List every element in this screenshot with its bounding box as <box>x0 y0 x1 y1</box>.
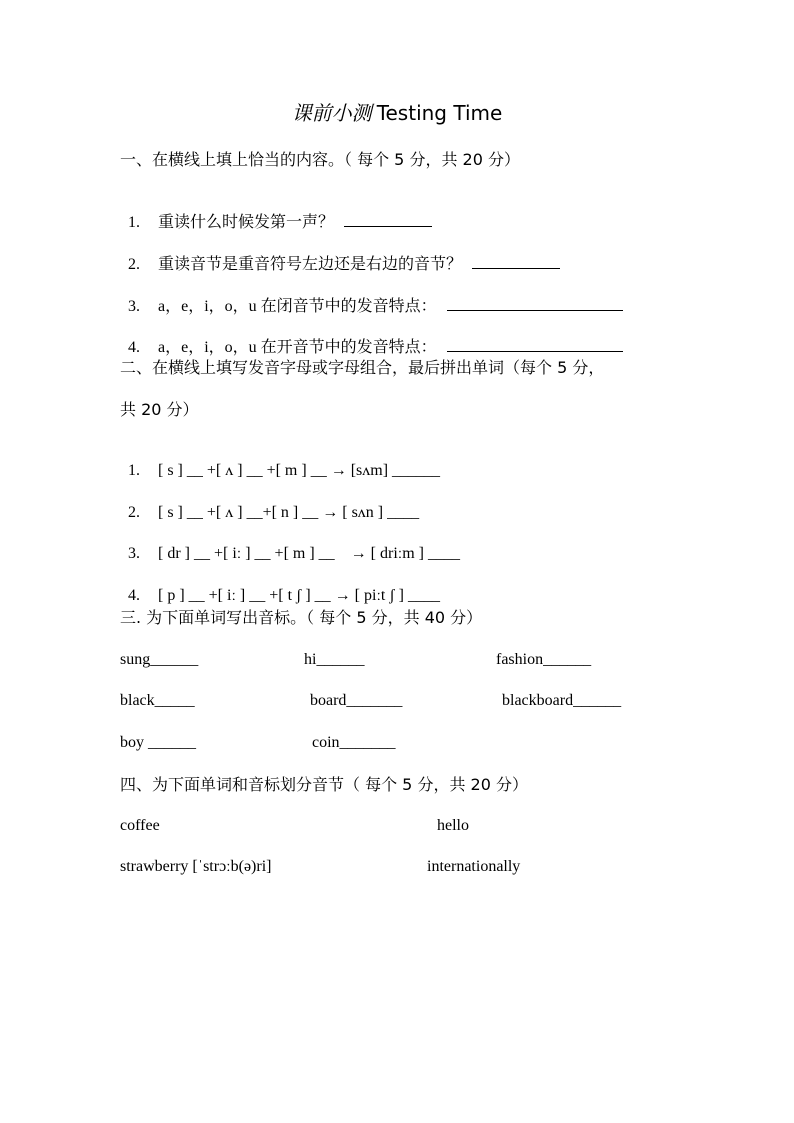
section4-heading: 四、为下面单词和音标划分音节（ 每个 5 分，共 20 分） <box>120 775 528 794</box>
word-item: boy ______ <box>120 734 196 751</box>
item-number: 2. <box>128 504 140 521</box>
word-item: coffee <box>120 817 160 834</box>
section1-item-4 <box>120 317 623 358</box>
section1-heading: 一、在横线上填上恰当的内容。（ 每个 5 分，共 20 分） <box>120 150 520 169</box>
section2-item-4 <box>120 566 440 606</box>
item-number: 2. <box>128 256 140 273</box>
phonics-expression: [ s ] __ +[ ʌ ] __+[ n ] __ → [ sʌn ] ____ <box>158 504 420 521</box>
section2-heading-line2: 共 20 分） <box>120 400 199 419</box>
section2-item-1 <box>120 441 440 481</box>
title-english: Testing Time <box>376 101 503 125</box>
phonics-expression: [ s ] __ +[ ʌ ] __ +[ m ] __ → [sʌm] ______ <box>158 462 441 479</box>
page-title <box>0 100 794 127</box>
item-number: 3. <box>128 545 140 562</box>
word-item: hi______ <box>304 651 365 668</box>
question-text: 重读音节是重音符号左边还是右边的音节？ <box>158 254 463 273</box>
word-item: hello <box>437 817 469 834</box>
section1-item-2 <box>120 234 560 275</box>
word-item: strawberry [ˈstrɔːb(ə)ri] <box>120 858 272 875</box>
phonics-expression: [ p ] __ +[ iː ] __ +[ t ʃ ] __ → [ piːt ʃ ] ____ <box>158 587 440 604</box>
section1-item-3 <box>120 276 623 317</box>
phonics-expression: [ dr ] __ +[ iː ] __ +[ m ] __ → [ driːm ] ____ <box>158 545 460 562</box>
word-item: black_____ <box>120 692 195 709</box>
vowel-letters: a，e，i，o，u <box>158 298 257 315</box>
question-text: 在闭音节中的发音特点： <box>260 296 437 315</box>
section3-heading: 三. 为下面单词写出音标。（ 每个 5 分，共 40 分） <box>120 608 483 627</box>
answer-blank[interactable] <box>447 337 623 352</box>
item-number: 3. <box>128 298 140 315</box>
section1-item-1 <box>120 192 432 233</box>
answer-blank[interactable] <box>447 296 623 311</box>
item-number: 4. <box>128 587 140 604</box>
item-number: 4. <box>128 339 140 356</box>
section2-item-2 <box>120 483 419 523</box>
item-number: 1. <box>128 462 140 479</box>
question-text: 在开音节中的发音特点： <box>260 337 437 356</box>
word-item: sung______ <box>120 651 199 668</box>
word-item: internationally <box>427 858 521 875</box>
word-item: blackboard______ <box>502 692 622 709</box>
word-item: coin_______ <box>312 734 396 751</box>
answer-blank[interactable] <box>344 212 432 227</box>
item-number: 1. <box>128 214 140 231</box>
answer-blank[interactable] <box>472 254 560 269</box>
section2-item-3 <box>120 524 460 564</box>
word-item: fashion______ <box>496 651 592 668</box>
title-chinese: 课前小测 <box>291 101 372 125</box>
question-text: 重读什么时候发第一声？ <box>158 212 335 231</box>
vowel-letters: a，e，i，o，u <box>158 339 257 356</box>
word-item: board_______ <box>310 692 403 709</box>
section2-heading-line1: 二、在横线上填写发音字母或字母组合，最后拼出单词（每个 5 分， <box>120 358 605 377</box>
